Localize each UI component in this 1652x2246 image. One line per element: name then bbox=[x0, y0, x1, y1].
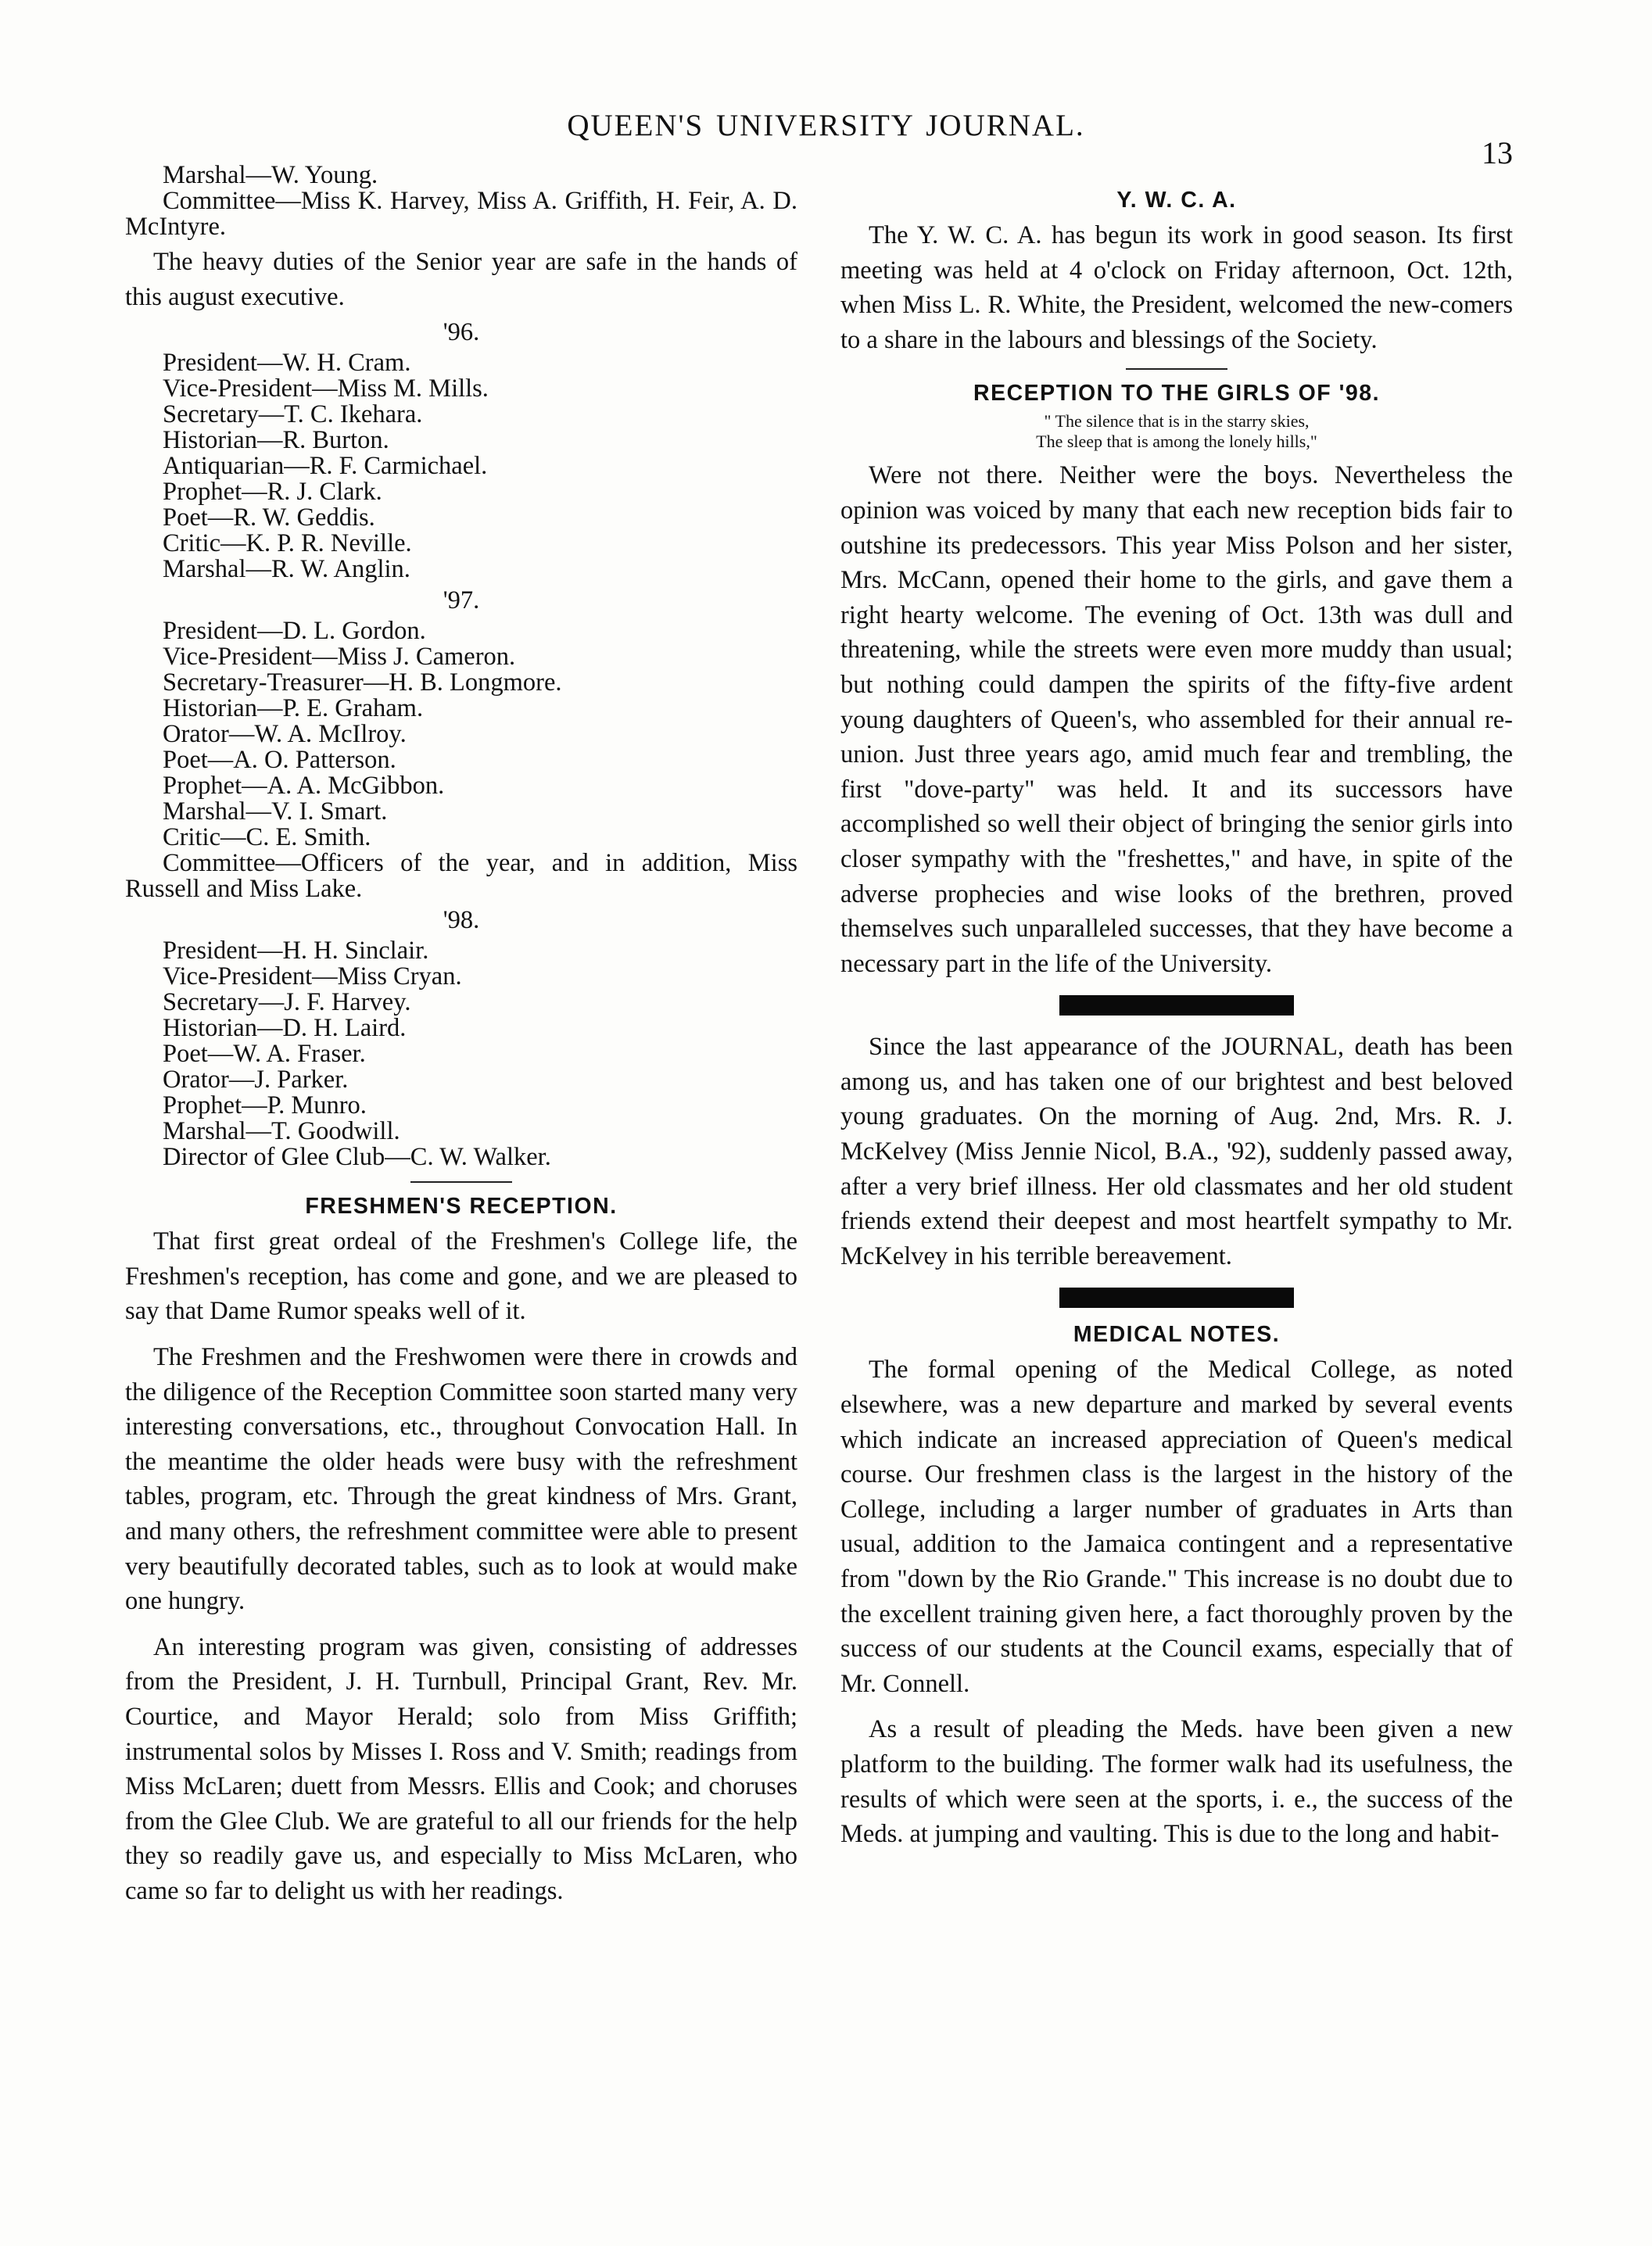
list-item: Critic—C. E. Smith. bbox=[163, 823, 371, 852]
list-item: Vice-President—Miss Cryan. bbox=[163, 962, 462, 991]
epigraph bbox=[840, 411, 1513, 452]
senior-note: The heavy duties of the Senior year are safe in the hands of this august executive. bbox=[125, 248, 797, 311]
list-item: Secretary-Treasurer—H. B. Longmore. bbox=[163, 668, 562, 697]
officers-list-98 bbox=[125, 938, 797, 1170]
obituary-paragraph: Since the last appearance of the JOURNAL, death has been among us, and has taken one of our brightest and best beloved young graduates. On the morning of Aug. 2nd, Mrs. R. J. McKelvey (Miss Jennie Nicol, B.A., '92), suddenly passed away, after a very brief illness. Her old classmates and her old student friends extend their deepest and most heartfelt sympathy to Mr. McKelvey in his terrible bereavement. bbox=[840, 1033, 1513, 1270]
list-item: Secretary—T. C. Ikehara. bbox=[163, 400, 423, 429]
list-item: President—W. H. Cram. bbox=[163, 349, 411, 378]
list-item: Prophet—P. Munro. bbox=[163, 1091, 367, 1120]
list-item: Prophet—A. A. McGibbon. bbox=[163, 772, 445, 801]
freshmen-reception-heading: FRESHMEN'S RECEPTION. bbox=[305, 1194, 618, 1220]
list-item: Historian—R. Burton. bbox=[163, 426, 389, 455]
list-item: Marshal—T. Goodwill. bbox=[163, 1117, 400, 1146]
section-rule bbox=[410, 1181, 512, 1183]
list-item: Marshal—R. W. Anglin. bbox=[163, 555, 410, 584]
list-item: Poet—A. O. Patterson. bbox=[163, 746, 396, 775]
list-item: Orator—W. A. McIlroy. bbox=[163, 720, 407, 749]
list-item: Secretary—J. F. Harvey. bbox=[163, 988, 411, 1017]
list-item: Marshal—V. I. Smart. bbox=[163, 797, 388, 826]
list-item: Committee—Officers of the year, and in addition, Miss Russell and Miss Lake. bbox=[125, 849, 797, 904]
medical-notes-heading: MEDICAL NOTES. bbox=[1073, 1322, 1281, 1348]
year-heading-96: '96. bbox=[443, 318, 480, 347]
officers-list-96 bbox=[125, 350, 797, 582]
list-item: Antiquarian—R. F. Carmichael. bbox=[163, 452, 488, 481]
list-item: Poet—W. A. Fraser. bbox=[163, 1040, 366, 1069]
year-heading-98: '98. bbox=[443, 906, 480, 935]
list-item: Orator—J. Parker. bbox=[163, 1066, 349, 1094]
freshmen-paragraph: An interesting program was given, consisting of addresses from the President, J. H. Turnbull, Principal Grant, Rev. Mr. Courtice, and Mayor Herald; solo from Miss Griffith; instrumental solos by Misses I. Ross and V. Smith; readings from Miss McLaren; duett from Messrs. Ellis and Cook; and choruses from the Glee Club. We are grateful to all our friends for the help they so readily gave us, and especially to Miss McLaren, who came so far to delight us with her readings. bbox=[125, 1632, 797, 1905]
list-item: Prophet—R. J. Clark. bbox=[163, 478, 382, 507]
list-item: Director of Glee Club—C. W. Walker. bbox=[163, 1143, 551, 1172]
list-item: Historian—D. H. Laird. bbox=[163, 1014, 407, 1043]
ywca-heading: Y. W. C. A. bbox=[1116, 188, 1237, 213]
officers-list-97 bbox=[125, 618, 797, 902]
list-item: Historian—P. E. Graham. bbox=[163, 694, 424, 723]
black-mourning-bar bbox=[1059, 1288, 1294, 1308]
reception-98-paragraph: Were not there. Neither were the boys. Nevertheless the opinion was voiced by many that each new reception bids fair to outshine its predecessors. This year Miss Polson and her sister, Mrs. McCann, opened their home to the girls, and gave them a right hearty welcome. The evening of Oct. 13th was dull and threatening, while the streets were even more muddy than usual; but nothing could dampen the spirits of the fifty-five ardent young daughters of Queen's, who assembled for their annual re-union. Just three years ago, amid much fear and trembling, the first "dove-party" was held. It and its successors have accomplished so well their object of bringing the senior girls into closer sympathy with the "freshettes," and have, in spite of the adverse prophecies and wise looks of the brethren, proved themselves such unparalleled successes, that they have become a necessary part in the life of the University. bbox=[840, 461, 1513, 978]
ywca-paragraph: The Y. W. C. A. has begun its work in good season. Its first meeting was held at 4 o'clock on Friday afternoon, Oct. 12th, when Miss L. R. White, the President, welcomed the new-comers to a share in the labours and blessings of the Society. bbox=[840, 221, 1513, 354]
list-item: Vice-President—Miss M. Mills. bbox=[163, 374, 489, 403]
left-column bbox=[125, 163, 797, 1908]
year-heading-97: '97. bbox=[443, 586, 480, 615]
section-rule bbox=[1126, 368, 1227, 370]
medical-paragraph: The formal opening of the Medical College, as noted elsewhere, was a new departure and marked by several events which indicate an increased appreciation of Queen's medical course. Our freshmen class is the largest in the history of the College, including a larger number of graduates in Arts than usual, addition to the Jamaica contingent and a representative from "down by the Rio Grande." This increase is no doubt due to the excellent training given here, a fact thoroughly proven by the success of our students at the Council exams, especially that of Mr. Connell. bbox=[840, 1356, 1513, 1698]
list-item: Critic—K. P. R. Neville. bbox=[163, 529, 412, 558]
list-item: President—D. L. Gordon. bbox=[163, 617, 426, 646]
right-column bbox=[840, 181, 1513, 1852]
list-item: Vice-President—Miss J. Cameron. bbox=[163, 643, 516, 672]
epigraph-line: The sleep that is among the lonely hills," bbox=[1036, 432, 1317, 452]
freshmen-paragraph: The Freshmen and the Freshwomen were there in crowds and the diligence of the Reception Committee soon started many very interesting conversations, etc., throughout Convocation Hall. In the meantime the older heads were busy with the refreshment tables, program, etc. Through the great kindness of Mrs. Grant, and many others, the refreshment committee were able to present very beautifully decorated tables, such as to look at would make one hungry. bbox=[125, 1342, 797, 1616]
medical-paragraph: As a result of pleading the Meds. have been given a new platform to the building. The former walk had its usefulness, the results of which were seen at the sports, i. e., the success of the Meds. at jumping and vaulting. This is due to the long and habit- bbox=[840, 1715, 1513, 1849]
list-item: President—H. H. Sinclair. bbox=[163, 937, 429, 965]
page-header-title: QUEEN'S UNIVERSITY JOURNAL. bbox=[567, 109, 1085, 142]
freshmen-paragraph: That first great ordeal of the Freshmen's College life, the Freshmen's reception, has come and gone, and we are pleased to say that Dame Rumor speaks well of it. bbox=[125, 1227, 797, 1326]
senior-executive-list bbox=[125, 163, 797, 240]
list-item: Marshal—W. Young. bbox=[163, 161, 378, 189]
epigraph-line: " The silence that is in the starry skies, bbox=[1044, 411, 1310, 432]
black-mourning-bar bbox=[1059, 995, 1294, 1016]
list-item: Poet—R. W. Geddis. bbox=[163, 503, 375, 532]
page-number: 13 bbox=[1482, 135, 1513, 170]
reception-98-heading: RECEPTION TO THE GIRLS OF '98. bbox=[973, 381, 1380, 407]
list-item: Committee—Miss K. Harvey, Miss A. Griffith, H. Feir, A. D. McIntyre. bbox=[125, 187, 797, 241]
